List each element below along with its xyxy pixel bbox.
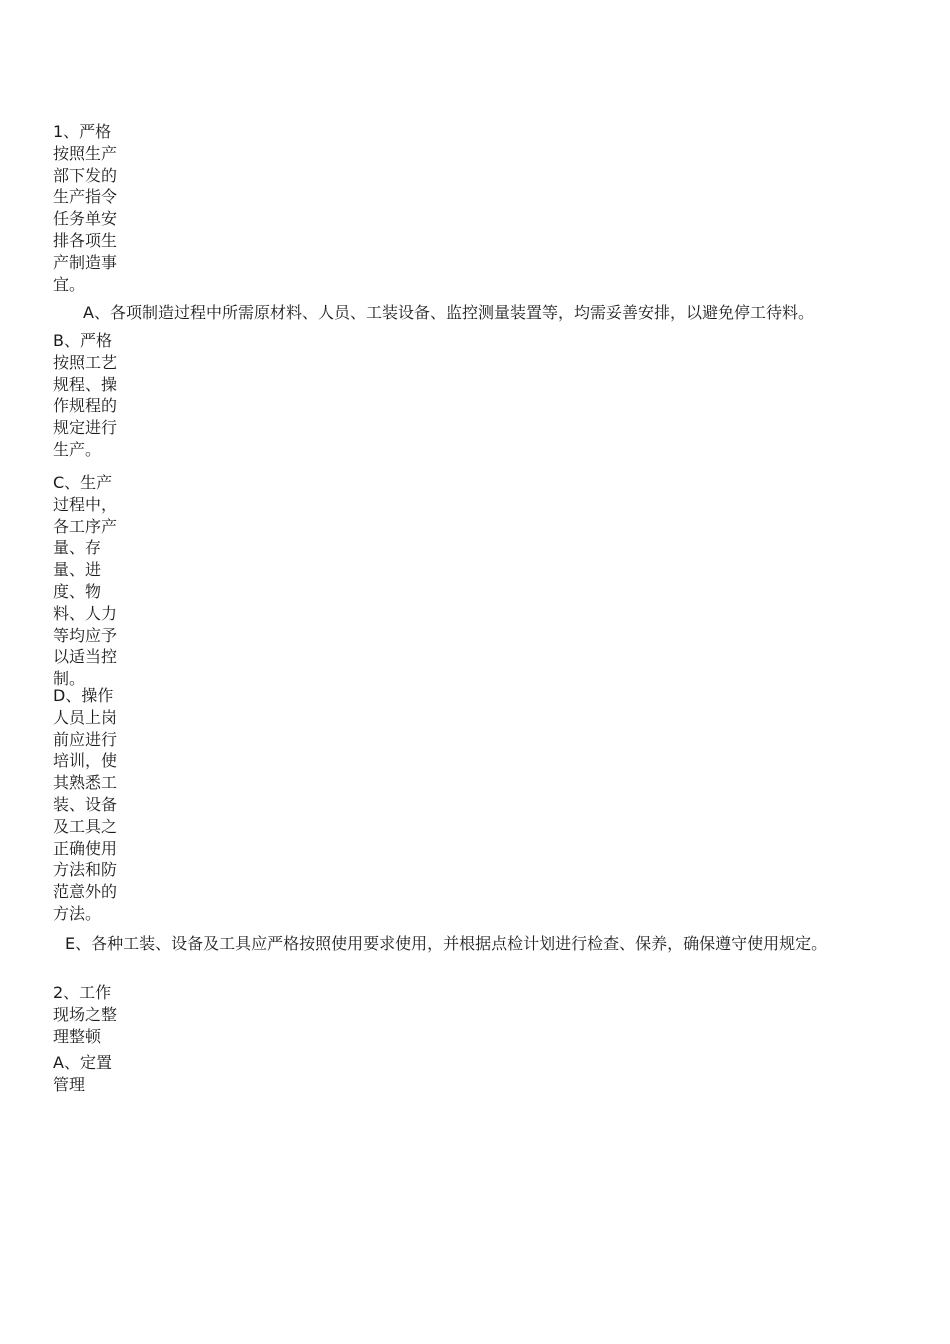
section-1-item-a: A、各项制造过程中所需原材料、人员、工装设备、监控测量装置等，均需妥善安排，以避免停工待料。 [83,303,814,322]
section-1-heading: 1、严格按照生产部下发的生产指令任务单安排各项生产制造事宜。 [53,122,118,294]
section-2-heading: 2、工作现场之整理整顿 [53,983,118,1046]
section-1-item-b: B、严格按照工艺规程、操作规程的规定进行生产。 [53,331,118,459]
section-1-item-c: C、生产过程中，各工序产量、存量、进度、物料、人力等均应予以适当控制。 [53,473,118,689]
section-1-item-d: D、操作人员上岗前应进行培训，使其熟悉工装、设备及工具之正确使用方法和防范意外的方法。 [53,686,118,923]
section-1-item-e: E、各种工装、设备及工具应严格按照使用要求使用，并根据点检计划进行检查、保养，确保遵守使用规定。 [65,934,828,953]
section-2-item-a: A、定置管理 [53,1053,112,1094]
